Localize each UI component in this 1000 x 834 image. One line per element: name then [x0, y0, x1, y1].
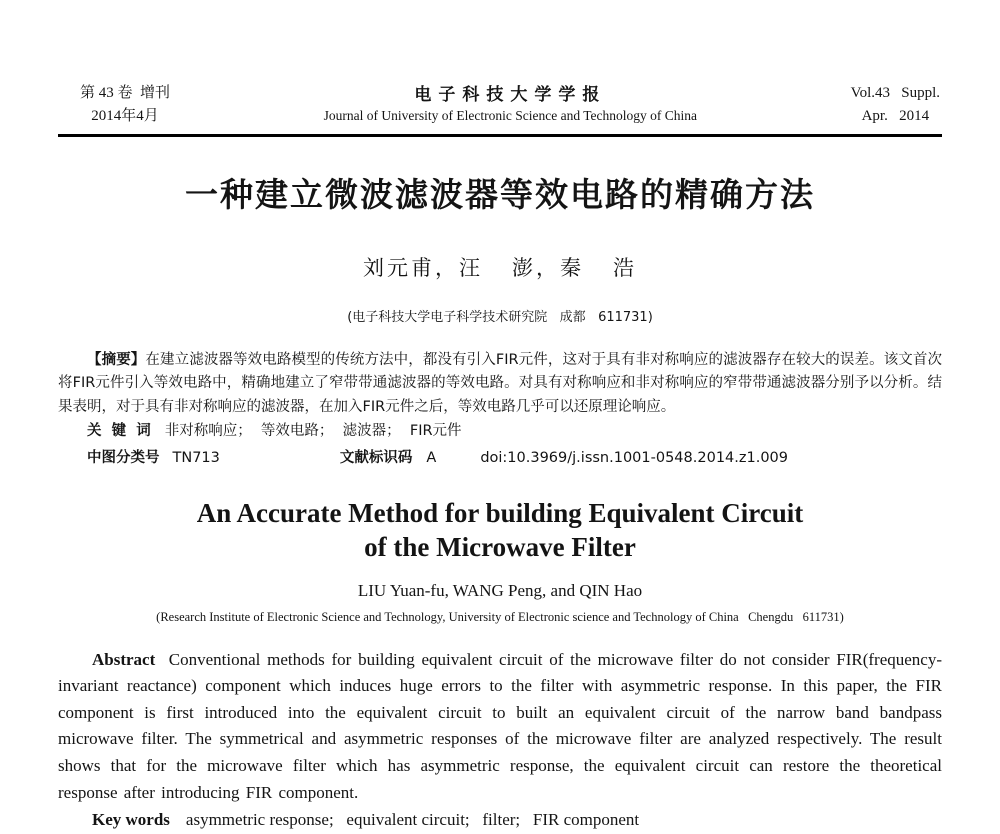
journal-name-english: Journal of University of Electronic Science and Technology of China [323, 108, 697, 123]
keywords-label-english: Key words [92, 810, 170, 830]
abstract-label-english: Abstract [92, 649, 156, 669]
doc-code-label: 文献标识码 [339, 449, 413, 466]
clc-label: 中图分类号 [87, 449, 160, 466]
title-english-line1: An Accurate Method for building Equivalent Circuit [196, 497, 804, 528]
abstract-label-chinese: 【摘要】 [87, 352, 146, 368]
journal-name [170, 80, 851, 124]
header-rule [58, 134, 942, 137]
authors-english: LIU Yuan-fu, WANG Peng, and QIN Hao [357, 580, 643, 600]
title-chinese: 一种建立微波滤波器等效电路的精确方法 [185, 175, 815, 214]
title-english-line2: of the Microwave Filter [364, 532, 636, 563]
authors-chinese: 刘元甫，汪 澎，秦 浩 [362, 256, 638, 280]
date-line-cn: 2014年4月 [91, 107, 159, 124]
keywords-row-chinese [58, 420, 942, 443]
doi-text: doi:10.3969/j.issn.1001-0548.2014.z1.009 [480, 449, 788, 466]
abstract-english [58, 647, 942, 806]
keywords-english: asymmetric response; equivalent circuit; filter; FIR component [185, 810, 640, 830]
paper-page [58, 0, 942, 834]
clc-value: TN713 [172, 449, 220, 466]
journal-name-chinese: 电子科技大学学报 [414, 85, 607, 105]
keywords-chinese: 非对称响应； 等效电路； 滤波器； FIR元件 [164, 423, 462, 440]
journal-header [58, 80, 942, 127]
header-vol-date-en [851, 80, 940, 127]
keywords-label-chinese: 关 键 词 [87, 423, 151, 440]
keywords-row-english [58, 807, 942, 834]
doc-code-value: A [426, 449, 437, 466]
clc-row [58, 447, 942, 470]
vol-line-en: Vol.43 Suppl. [850, 85, 940, 101]
volume-line: 第 43 卷 增刊 [80, 85, 171, 101]
abstract-text-english: Conventional methods for building equivalent circuit of the microwave filter do not consider FIR(frequency-invariant reactance) component which induces huge errors to the filter with asymmetric response. In this paper, the FIR component is first introduced into the equivalent circuit to built an equivalent circuit of the narrow band bandpass microwave filter. The symmetrical and asymmetric responses of the microwave filter are analyzed respectively. The result shows that for the microwave filter which has asymmetric response, the equivalent circuit can restore the theoretical response after introducing FIR component. [58, 649, 943, 802]
abstract-chinese [58, 349, 942, 419]
affiliation-english: (Research Institute of Electronic Science and Technology, University of Electronic science and Technology of China Chengdu 611731) [156, 609, 844, 624]
abstract-text-chinese: 在建立滤波器等效电路模型的传统方法中，都没有引入FIR元件，这对于具有非对称响应的滤波器存在较大的误差。该文首次将FIR元件引入等效电路中，精确地建立了窄带带通滤波器的等效电路。对具有对称响应和非对称响应的窄带带通滤波器分别予以分析。结果表明，对于具有非对称响应的滤波器，在加入FIR元件之后，等效电路几乎可以还原理论响应。 [58, 352, 943, 415]
header-volume-issue [80, 80, 170, 127]
title-english [58, 496, 942, 565]
date-line-en: Apr. 2014 [861, 107, 930, 124]
affiliation-chinese: (电子科技大学电子科学技术研究院 成都 611731) [347, 310, 653, 325]
